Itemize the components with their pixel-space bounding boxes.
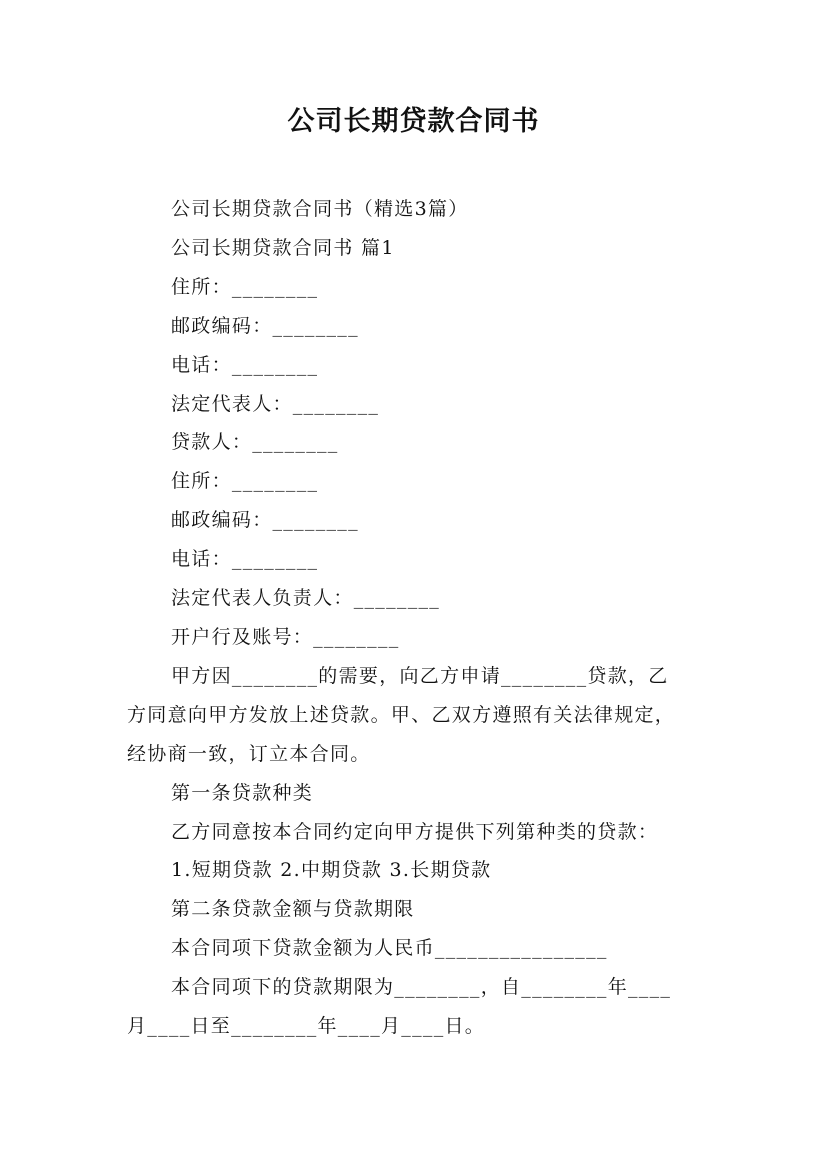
section-heading: 公司长期贷款合同书 篇1: [171, 236, 395, 259]
article-2-amount: 本合同项下贷款金额为人民币________________: [171, 937, 608, 960]
borrower-legal-rep-field: 法定代表人：________: [171, 392, 380, 415]
lender-field: 贷款人：________: [171, 431, 339, 454]
lender-phone-field: 电话：________: [171, 548, 319, 571]
article-2-period-line-1: 本合同项下的贷款期限为________，自________年____: [171, 976, 672, 999]
article-2-period-line-2: 月____日至________年____月____日。: [127, 1015, 486, 1038]
article-1-title: 第一条贷款种类: [171, 781, 314, 804]
lender-legal-rep-field: 法定代表人负责人：________: [171, 587, 441, 610]
borrower-phone-field: 电话：________: [171, 353, 319, 376]
lender-address-field: 住所：________: [171, 470, 319, 493]
article-1-options: 1.短期贷款 2.中期贷款 3.长期贷款: [171, 859, 492, 882]
intro-paragraph-line-3: 经协商一致，订立本合同。: [127, 742, 371, 765]
document-title: 公司长期贷款合同书: [287, 106, 540, 137]
intro-paragraph-line-1: 甲方因________的需要，向乙方申请________贷款，乙: [171, 664, 669, 687]
article-2-title: 第二条贷款金额与贷款期限: [171, 898, 415, 921]
borrower-postcode-field: 邮政编码：________: [171, 314, 359, 337]
lender-postcode-field: 邮政编码：________: [171, 509, 359, 532]
document-body: [127, 190, 712, 1046]
document-subtitle: 公司长期贷款合同书（精选3篇）: [171, 198, 469, 220]
borrower-address-field: 住所：________: [171, 275, 319, 298]
bank-account-field: 开户行及账号：________: [171, 625, 400, 648]
intro-paragraph-line-2: 方同意向甲方发放上述贷款。甲、乙双方遵照有关法律规定，: [127, 703, 676, 726]
article-1-text: 乙方同意按本合同约定向甲方提供下列第种类的贷款：: [171, 820, 659, 843]
